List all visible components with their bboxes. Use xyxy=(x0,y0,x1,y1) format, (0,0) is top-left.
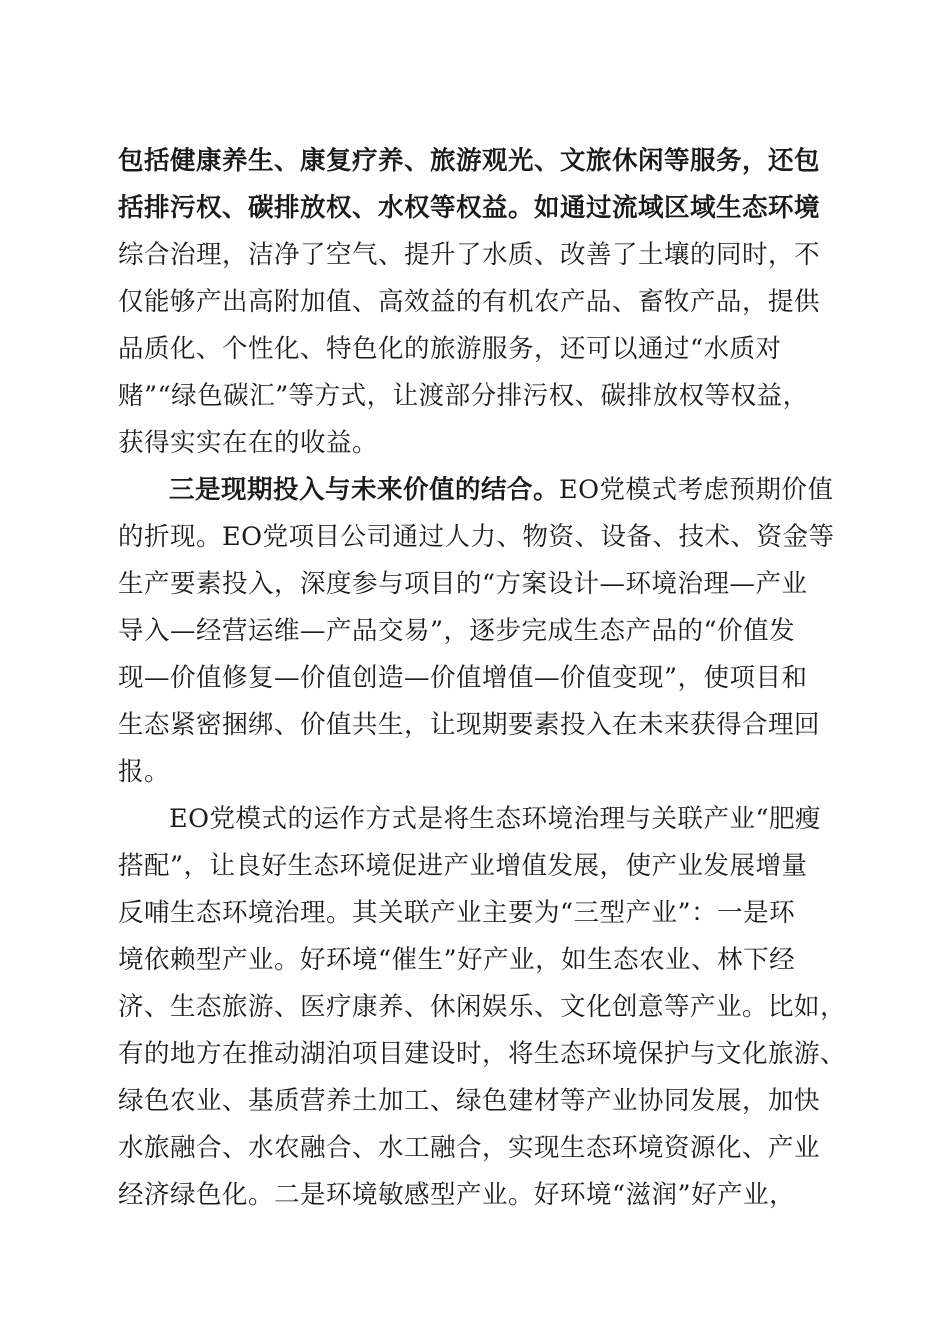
text-line: 有的地方在推动湖泊项目建设时，将生态环境保护与文化旅游、 xyxy=(118,1039,847,1069)
text-line: 现—价值修复—价值创造—价值增值—价值变现”，使项目和 xyxy=(118,663,808,693)
paragraph-1 xyxy=(118,138,838,467)
text-line: 括排污权、碳排放权、水权等权益。如通过流域区域生态环境 xyxy=(118,193,821,223)
paragraph-lead: 三是现期投入与未来价值的结合。 xyxy=(169,475,560,505)
paragraph-2 xyxy=(118,467,838,796)
text-line: 获得实实在在的收益。 xyxy=(118,428,379,458)
paragraph-3 xyxy=(118,796,847,1219)
text-line: 反哺生态环境治理。其关联产业主要为“三型产业”：一是环 xyxy=(118,898,796,928)
text-line: 济、生态旅游、医疗康养、休闲娱乐、文化创意等产业。比如， xyxy=(118,992,847,1022)
text-line: 仅能够产出高附加值、高效益的有机农产品、畜牧产品，提供 xyxy=(118,287,821,317)
text-line: 水旅融合、水农融合、水工融合，实现生态环境资源化、产业 xyxy=(118,1133,821,1163)
text-line: 赌”“绿色碳汇”等方式，让渡部分排污权、碳排放权等权益， xyxy=(118,381,809,411)
text-line: 生产要素投入，深度参与项目的“方案设计—环境治理—产业 xyxy=(118,569,808,599)
paragraph-lead-rest: EO党模式考虑预期价值 xyxy=(559,475,834,505)
text-line xyxy=(118,467,838,514)
text-line: 经济绿色化。二是环境敏感型产业。好环境“滋润”好产业， xyxy=(118,1180,796,1210)
text-line: 综合治理，洁净了空气、提升了水质、改善了土壤的同时，不 xyxy=(118,240,821,270)
text-line: EO党模式的运作方式是将生态环境治理与关联产业“肥瘦 xyxy=(169,804,822,834)
text-line: 搭配”，让良好生态环境促进产业增值发展，使产业发展增量 xyxy=(118,851,808,881)
text-line: 报。 xyxy=(118,757,171,787)
text-line: 包括健康养生、康复疗养、旅游观光、文旅休闲等服务，还包 xyxy=(118,146,821,176)
text-line: 品质化、个性化、特色化的旅游服务，还可以通过“水质对 xyxy=(118,334,782,364)
text-line: 生态紧密捆绑、价值共生，让现期要素投入在未来获得合理回 xyxy=(118,710,821,740)
text-line: 的折现。EO党项目公司通过人力、物资、设备、技术、资金等 xyxy=(118,522,835,552)
text-line: 绿色农业、基质营养土加工、绿色建材等产业协同发展，加快 xyxy=(118,1086,821,1116)
text-line: 境依赖型产业。好环境“催生”好产业，如生态农业、林下经 xyxy=(118,945,796,975)
text-line: 导入—经营运维—产品交易”，逐步完成生态产品的“价值发 xyxy=(118,616,796,646)
document-body xyxy=(118,138,847,1219)
